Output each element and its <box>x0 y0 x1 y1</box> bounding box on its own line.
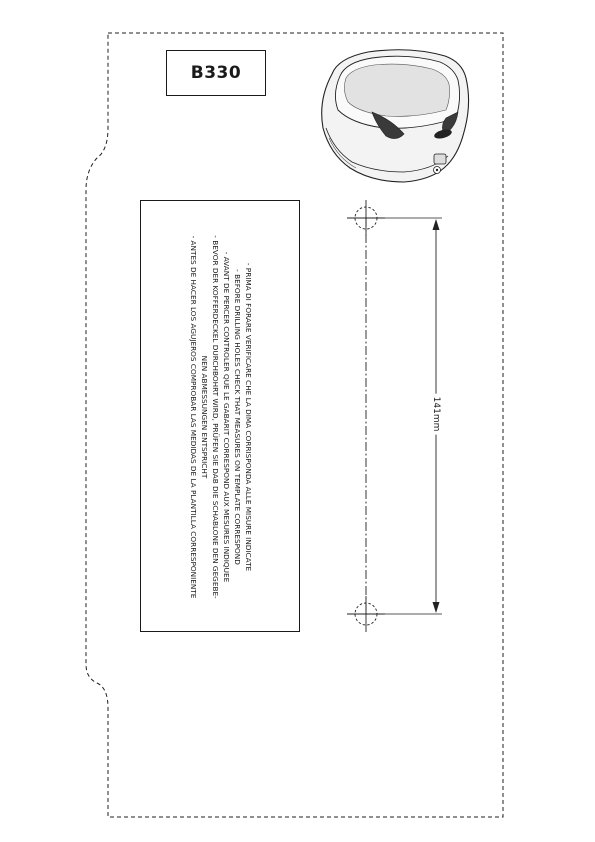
top-case-illustration-icon <box>322 50 469 182</box>
warning-line-de-2: NEN ABMESSUNGEN ENTSPRICHT <box>200 355 209 479</box>
hole-spacing-label: 141mm <box>431 394 441 435</box>
warning-text <box>188 209 254 625</box>
warning-line-fr: - AVANT DE PERCER CONTROLER QUE LE GABARIT CORRESPOND AUX MESURES INDIQUEE <box>222 251 231 583</box>
warning-line-en: - BEFORE DRILLING HOLES CHECK THAT MEASURES ON TEMPLATE CORRESPOND <box>233 269 242 565</box>
warning-line-es: - ANTES DE HACER LOS AGUJEROS COMPROBAR LAS MEDIDAS DE LA PLANTILLA CORRESPONIENTE <box>189 235 198 599</box>
model-code-label: B330 <box>166 50 266 96</box>
warning-line-it: - PRIMA DI FORARE VERIFICARE CHE LA DIMA CORRISPONDA ALLE MISURE INDICATE <box>244 262 253 572</box>
warning-line-de-1: - BEVOR DER KOFFERDECKEL DURCHBOHRT WIRD, PRÜFEN SIE DAB DIE SCHABLONE DEN GEGEBE- <box>211 235 220 599</box>
warning-box <box>140 200 300 632</box>
